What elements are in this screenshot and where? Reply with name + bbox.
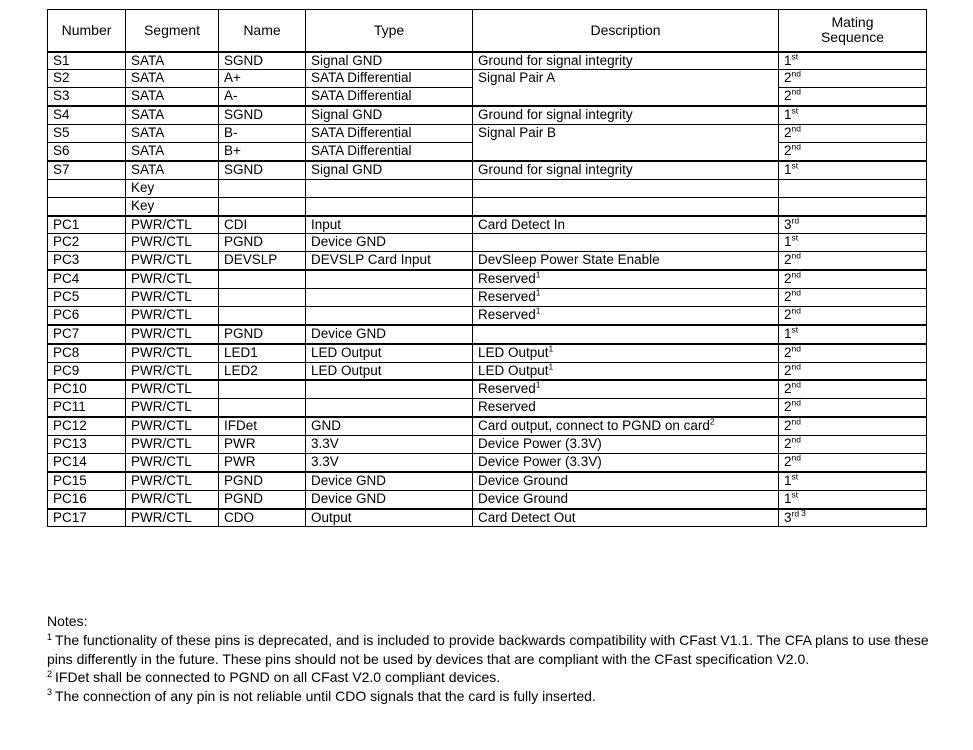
mating-sequence-ordinal: 1st	[784, 471, 799, 488]
mating-sequence-ordinal: 2nd	[784, 452, 801, 469]
table-row	[48, 454, 927, 472]
cell-description: Reserved	[473, 399, 779, 417]
cell-number: PC12	[48, 417, 126, 435]
cell-type	[306, 380, 473, 398]
cell-name	[219, 380, 306, 398]
cell-name: CDO	[219, 509, 306, 527]
table-row	[48, 289, 927, 307]
mating-sequence-ordinal: 1st	[784, 489, 799, 506]
cell-number	[48, 197, 126, 215]
cell-number: PC7	[48, 325, 126, 344]
description-footnote-marker: 2	[709, 416, 715, 427]
cell-number: S5	[48, 125, 126, 143]
note-marker: 3	[47, 687, 53, 698]
cell-name: SGND	[219, 52, 306, 70]
mating-sequence-ordinal: 1st	[784, 51, 799, 68]
table-row	[48, 70, 927, 88]
cell-mating-sequence	[779, 70, 927, 88]
column-header-segment: Segment	[126, 10, 219, 52]
cell-name: IFDet	[219, 417, 306, 435]
mating-sequence-ordinal: 2nd	[784, 86, 801, 104]
mating-sequence-ordinal: 2nd	[784, 287, 801, 305]
cell-number: PC1	[48, 216, 126, 234]
cell-mating-sequence	[779, 472, 927, 490]
cell-segment: PWR/CTL	[126, 472, 219, 490]
cell-description: Card Detect Out	[473, 509, 779, 527]
cell-segment: PWR/CTL	[126, 252, 219, 270]
cell-mating-sequence	[779, 161, 927, 179]
cell-description: Device Power (3.3V)	[473, 436, 779, 454]
cell-mating-sequence	[779, 417, 927, 435]
cell-segment: PWR/CTL	[126, 307, 219, 325]
column-header-name: Name	[219, 10, 306, 52]
table-row	[48, 509, 927, 527]
cell-description: LED Output$^1$	[473, 362, 779, 380]
notes-list	[47, 631, 947, 705]
cell-number: PC10	[48, 380, 126, 398]
mating-sequence-ordinal: 3rd	[784, 215, 800, 232]
note-item	[47, 668, 947, 686]
cell-description: Ground for signal integrity	[473, 161, 779, 179]
cell-description: Ground for signal integrity	[473, 106, 779, 124]
note-item	[47, 631, 947, 668]
cell-number	[48, 179, 126, 197]
table-row	[48, 252, 927, 270]
cell-number: PC15	[48, 472, 126, 490]
cell-type: Device GND	[306, 325, 473, 344]
cell-type: Signal GND	[306, 106, 473, 124]
cell-description: Ground for signal integrity	[473, 52, 779, 70]
cell-name: PGND	[219, 472, 306, 490]
cell-mating-sequence	[779, 125, 927, 143]
cell-name: SGND	[219, 106, 306, 124]
table-body	[48, 52, 927, 527]
table-row	[48, 216, 927, 234]
cell-description	[473, 234, 779, 252]
table-row	[48, 436, 927, 454]
table-row	[48, 125, 927, 143]
mating-sequence-ordinal: 2nd	[784, 123, 801, 141]
mating-sequence-ordinal: 2nd	[784, 361, 801, 378]
mating-sequence-ordinal: 2nd	[784, 141, 801, 159]
cell-segment: SATA	[126, 125, 219, 143]
cell-type	[306, 307, 473, 325]
mating-sequence-ordinal: 1st	[784, 160, 799, 177]
cell-number: PC5	[48, 289, 126, 307]
description-footnote-marker: 1	[535, 305, 541, 316]
cell-mating-sequence	[779, 307, 927, 325]
table-row	[48, 106, 927, 124]
cell-segment: SATA	[126, 88, 219, 106]
cell-number: S6	[48, 143, 126, 161]
cell-description: Device Ground	[473, 472, 779, 490]
cell-mating-sequence	[779, 52, 927, 70]
cell-segment: PWR/CTL	[126, 270, 219, 288]
cell-type: GND	[306, 417, 473, 435]
cell-name: CDI	[219, 216, 306, 234]
cell-segment: Key	[126, 179, 219, 197]
cell-description: Signal Pair A	[473, 70, 779, 106]
cell-mating-sequence	[779, 436, 927, 454]
column-header-mating-sequence	[779, 10, 927, 52]
cell-name	[219, 270, 306, 288]
table-row	[48, 399, 927, 417]
cell-type	[306, 270, 473, 288]
cell-mating-sequence	[779, 380, 927, 398]
cell-mating-sequence	[779, 270, 927, 288]
cell-description: Reserved$^1$	[473, 380, 779, 398]
note-item	[47, 687, 947, 705]
table-row	[48, 161, 927, 179]
table-row	[48, 490, 927, 508]
cell-description: Signal Pair B	[473, 125, 779, 161]
cell-name: DEVSLP	[219, 252, 306, 270]
cell-type: SATA Differential	[306, 125, 473, 143]
cell-name: B-	[219, 125, 306, 143]
cell-name	[219, 399, 306, 417]
cell-name: PGND	[219, 234, 306, 252]
cell-type: LED Output	[306, 362, 473, 380]
cell-name: A+	[219, 70, 306, 88]
cell-mating-sequence	[779, 179, 927, 197]
mating-sequence-ordinal: 1st	[784, 232, 799, 250]
table-row	[48, 52, 927, 70]
cell-number: PC4	[48, 270, 126, 288]
cell-segment: PWR/CTL	[126, 325, 219, 344]
cell-type: Device GND	[306, 490, 473, 508]
cell-mating-sequence	[779, 344, 927, 362]
cell-segment: PWR/CTL	[126, 380, 219, 398]
cell-type	[306, 399, 473, 417]
cell-description: Card output, connect to PGND on card$^2$	[473, 417, 779, 435]
cell-description: Reserved$^1$	[473, 270, 779, 288]
pin-assignment-table-container	[47, 9, 926, 527]
cell-description: DevSleep Power State Enable	[473, 252, 779, 270]
table-row	[48, 197, 927, 215]
mating-footnote-marker: 3	[801, 508, 806, 519]
mating-sequence-ordinal: 1st	[784, 105, 799, 123]
table-row	[48, 472, 927, 490]
note-marker: 2	[47, 668, 53, 679]
cell-segment: PWR/CTL	[126, 289, 219, 307]
cell-type: SATA Differential	[306, 70, 473, 88]
cell-name: PWR	[219, 436, 306, 454]
cell-description: Device Ground	[473, 490, 779, 508]
cell-name	[219, 289, 306, 307]
mating-sequence-ordinal: 2nd	[784, 305, 801, 323]
cell-number: PC2	[48, 234, 126, 252]
cell-segment: SATA	[126, 52, 219, 70]
cell-mating-sequence	[779, 509, 927, 527]
cell-segment: SATA	[126, 143, 219, 161]
cell-segment: PWR/CTL	[126, 454, 219, 472]
column-header-description: Description	[473, 10, 779, 52]
note-marker: 1	[47, 631, 53, 642]
cell-number: PC3	[48, 252, 126, 270]
mating-sequence-ordinal: 2nd	[784, 68, 801, 86]
cell-number: PC16	[48, 490, 126, 508]
table-row	[48, 362, 927, 380]
cell-segment: SATA	[126, 106, 219, 124]
cell-number: PC11	[48, 399, 126, 417]
cell-mating-sequence	[779, 88, 927, 106]
cell-type: SATA Differential	[306, 143, 473, 161]
cell-number: S1	[48, 52, 126, 70]
cell-name: B+	[219, 143, 306, 161]
cell-type: Signal GND	[306, 161, 473, 179]
cell-description	[473, 179, 779, 197]
cell-name: PGND	[219, 325, 306, 344]
note-text: The connection of any pin is not reliable until CDO signals that the card is fully inserted.	[55, 687, 596, 704]
cell-type: 3.3V	[306, 436, 473, 454]
cell-segment: PWR/CTL	[126, 490, 219, 508]
mating-sequence-ordinal: 1st	[784, 324, 799, 341]
description-footnote-marker: 1	[535, 269, 541, 280]
cell-segment: PWR/CTL	[126, 509, 219, 527]
cell-number: PC9	[48, 362, 126, 380]
cell-segment: PWR/CTL	[126, 234, 219, 252]
pin-assignment-table	[47, 9, 927, 527]
note-text: IFDet shall be connected to PGND on all CFast V2.0 compliant devices.	[55, 669, 501, 686]
cell-type: Device GND	[306, 234, 473, 252]
mating-sequence-ordinal: 2nd	[784, 343, 801, 360]
cell-name: LED2	[219, 362, 306, 380]
table-row	[48, 344, 927, 362]
cell-type: SATA Differential	[306, 88, 473, 106]
cell-number: S4	[48, 106, 126, 124]
mating-header-line-2: Sequence	[820, 29, 885, 46]
cell-name	[219, 179, 306, 197]
table-row	[48, 270, 927, 288]
cell-description: LED Output$^1$	[473, 344, 779, 362]
cell-type	[306, 289, 473, 307]
description-footnote-marker: 1	[535, 287, 541, 298]
cell-type: Device GND	[306, 472, 473, 490]
cell-mating-sequence	[779, 362, 927, 380]
cell-type: Output	[306, 509, 473, 527]
cell-mating-sequence	[779, 289, 927, 307]
cell-description: Card Detect In	[473, 216, 779, 234]
cell-mating-sequence	[779, 399, 927, 417]
cell-description: Reserved$^1$	[473, 289, 779, 307]
cell-mating-sequence	[779, 106, 927, 124]
cell-number: S3	[48, 88, 126, 106]
table-row	[48, 380, 927, 398]
cell-type: 3.3V	[306, 454, 473, 472]
cell-name: PGND	[219, 490, 306, 508]
cell-segment: PWR/CTL	[126, 344, 219, 362]
cell-segment: Key	[126, 197, 219, 215]
cell-segment: PWR/CTL	[126, 399, 219, 417]
cell-description: Reserved$^1$	[473, 307, 779, 325]
cell-name	[219, 307, 306, 325]
table-header	[48, 10, 927, 52]
mating-sequence-ordinal: 3rd	[784, 508, 800, 525]
cell-number: S7	[48, 161, 126, 179]
cell-type: Signal GND	[306, 52, 473, 70]
cell-type: Input	[306, 216, 473, 234]
description-footnote-marker: 1	[548, 361, 554, 372]
column-header-type: Type	[306, 10, 473, 52]
mating-sequence-ordinal: 2nd	[784, 269, 801, 287]
table-row	[48, 179, 927, 197]
cell-type	[306, 179, 473, 197]
cell-number: PC17	[48, 509, 126, 527]
table-header-row	[48, 10, 927, 52]
cell-mating-sequence	[779, 454, 927, 472]
cell-mating-sequence	[779, 143, 927, 161]
cell-segment: PWR/CTL	[126, 417, 219, 435]
cell-mating-sequence	[779, 234, 927, 252]
cell-name: PWR	[219, 454, 306, 472]
cell-name: SGND	[219, 161, 306, 179]
mating-sequence-ordinal: 2nd	[784, 397, 801, 415]
description-footnote-marker: 1	[535, 379, 541, 390]
cell-segment: SATA	[126, 161, 219, 179]
table-row	[48, 417, 927, 435]
cell-name: LED1	[219, 344, 306, 362]
cell-segment: PWR/CTL	[126, 362, 219, 380]
mating-sequence-ordinal: 2nd	[784, 416, 801, 434]
notes-title: Notes:	[47, 613, 88, 629]
cell-segment: PWR/CTL	[126, 216, 219, 234]
cell-type: LED Output	[306, 344, 473, 362]
mating-sequence-ordinal: 2nd	[784, 434, 801, 451]
description-footnote-marker: 1	[548, 343, 554, 354]
cell-type	[306, 197, 473, 215]
note-text: The functionality of these pins is deprecated, and is included to provide backwards compatibility with CFast V1.1. The CFA plans to use these pins differently in the future. These pins should not be used by devices that are compliant with the CFast specification V2.0.	[47, 632, 929, 667]
mating-sequence-ordinal: 2nd	[784, 379, 801, 397]
cell-name	[219, 197, 306, 215]
table-row	[48, 234, 927, 252]
cell-segment: SATA	[126, 70, 219, 88]
cell-mating-sequence	[779, 490, 927, 508]
cell-name: A-	[219, 88, 306, 106]
cell-mating-sequence	[779, 325, 927, 344]
cell-mating-sequence	[779, 197, 927, 215]
mating-header-line-1: Mating	[831, 13, 874, 30]
cell-number: PC6	[48, 307, 126, 325]
cell-description	[473, 197, 779, 215]
table-row	[48, 325, 927, 344]
cell-segment: PWR/CTL	[126, 436, 219, 454]
cell-description	[473, 325, 779, 344]
cell-mating-sequence	[779, 252, 927, 270]
cell-mating-sequence	[779, 216, 927, 234]
cell-number: S2	[48, 70, 126, 88]
cell-type: DEVSLP Card Input	[306, 252, 473, 270]
notes-section	[47, 612, 947, 705]
cell-number: PC14	[48, 454, 126, 472]
cell-number: PC13	[48, 436, 126, 454]
column-header-number: Number	[48, 10, 126, 52]
cell-number: PC8	[48, 344, 126, 362]
mating-sequence-ordinal: 2nd	[784, 250, 801, 268]
table-row	[48, 307, 927, 325]
cell-description: Device Power (3.3V)	[473, 454, 779, 472]
